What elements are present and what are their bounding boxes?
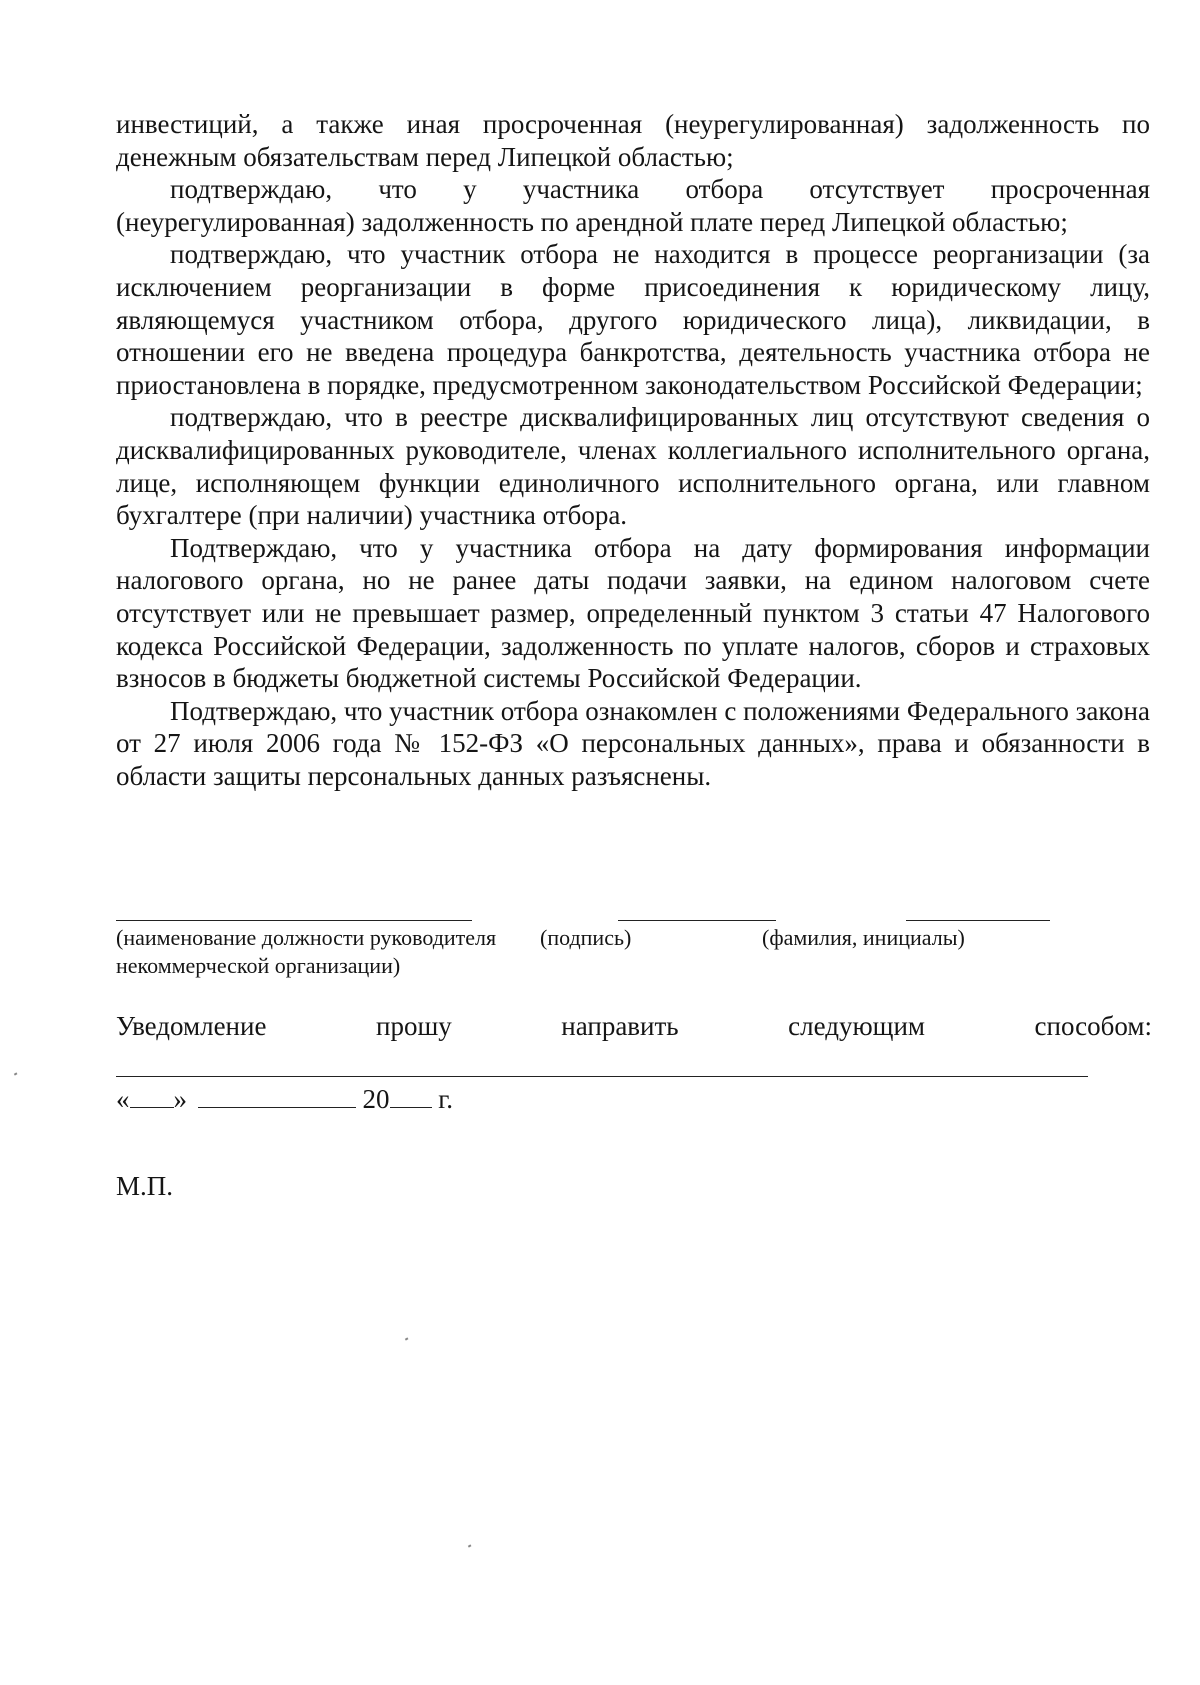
paragraph-disqualified-persons: подтверждаю, что в реестре дисквалифицированных лиц отсутствуют сведения о дисквалифицированных руководителе, членах коллегиального исполнительного органа, лице, исполняющем функции единоличного исполнительного органа, или главном бухгалтере (при наличии) участника отбора. (116, 402, 1150, 531)
name-caption: (фамилия, инициалы) (762, 925, 965, 950)
scan-speck (468, 1544, 471, 1547)
position-signature-line[interactable] (116, 920, 472, 921)
position-caption: (наименование должности руководителя некоммерческой организации) (116, 925, 497, 978)
day-blank[interactable] (130, 1085, 174, 1108)
scan-speck (405, 1337, 408, 1340)
paragraph-rent-debt: подтверждаю, что у участника отбора отсутствует просроченная (неурегулированная) задолженность по арендной плате перед Липецкой областью; (116, 174, 1150, 237)
paragraph-tax-debt: Подтверждаю, что у участника отбора на дату формирования информации налогового органа, но не ранее даты подачи заявки, на едином налоговом счете отсутствует или не превышает размер, определенный пунктом 3 статьи 47 Налогового кодекса Российской Федерации, задолженность по уплате налогов, сборов и страховых взносов в бюджеты бюджетной системы Российской Федерации. (116, 532, 1150, 694)
signature-line[interactable] (618, 920, 776, 921)
name-signature-line[interactable] (906, 920, 1050, 921)
notification-method-label: Уведомление прошу направить следующим способом: (116, 1011, 1152, 1041)
declaration-text (116, 108, 1150, 792)
date-field: « » 20 г. (116, 1084, 454, 1114)
year-blank[interactable] (390, 1085, 432, 1108)
month-blank[interactable] (198, 1085, 356, 1108)
paragraph-reorganization: подтверждаю, что участник отбора не находится в процессе реорганизации (за исключением реорганизации в форме присоединения к юридическому лицу, являющемуся участником отбора, другого юридического лица), ликвидации, в отношении его не введена процедура банкротства, деятельность участника отбора не приостановлена в порядке, предусмотренном законодательством Российской Федерации; (116, 239, 1150, 400)
paragraph-investments: инвестиций, а также иная просроченная (неурегулированная) задолженность по денежным обязательствам перед Липецкой областью; (116, 109, 1150, 172)
scan-speck (14, 1072, 17, 1075)
signature-caption: (подпись) (540, 925, 632, 950)
stamp-place-label: М.П. (116, 1171, 174, 1201)
paragraph-personal-data: Подтверждаю, что участник отбора ознакомлен с положениями Федерального закона от 27 июля 2006 года № 152-ФЗ «О персональных данных», права и обязанности в области защиты персональных данных разъяснены. (116, 695, 1150, 791)
notification-method-line[interactable] (116, 1076, 1088, 1077)
